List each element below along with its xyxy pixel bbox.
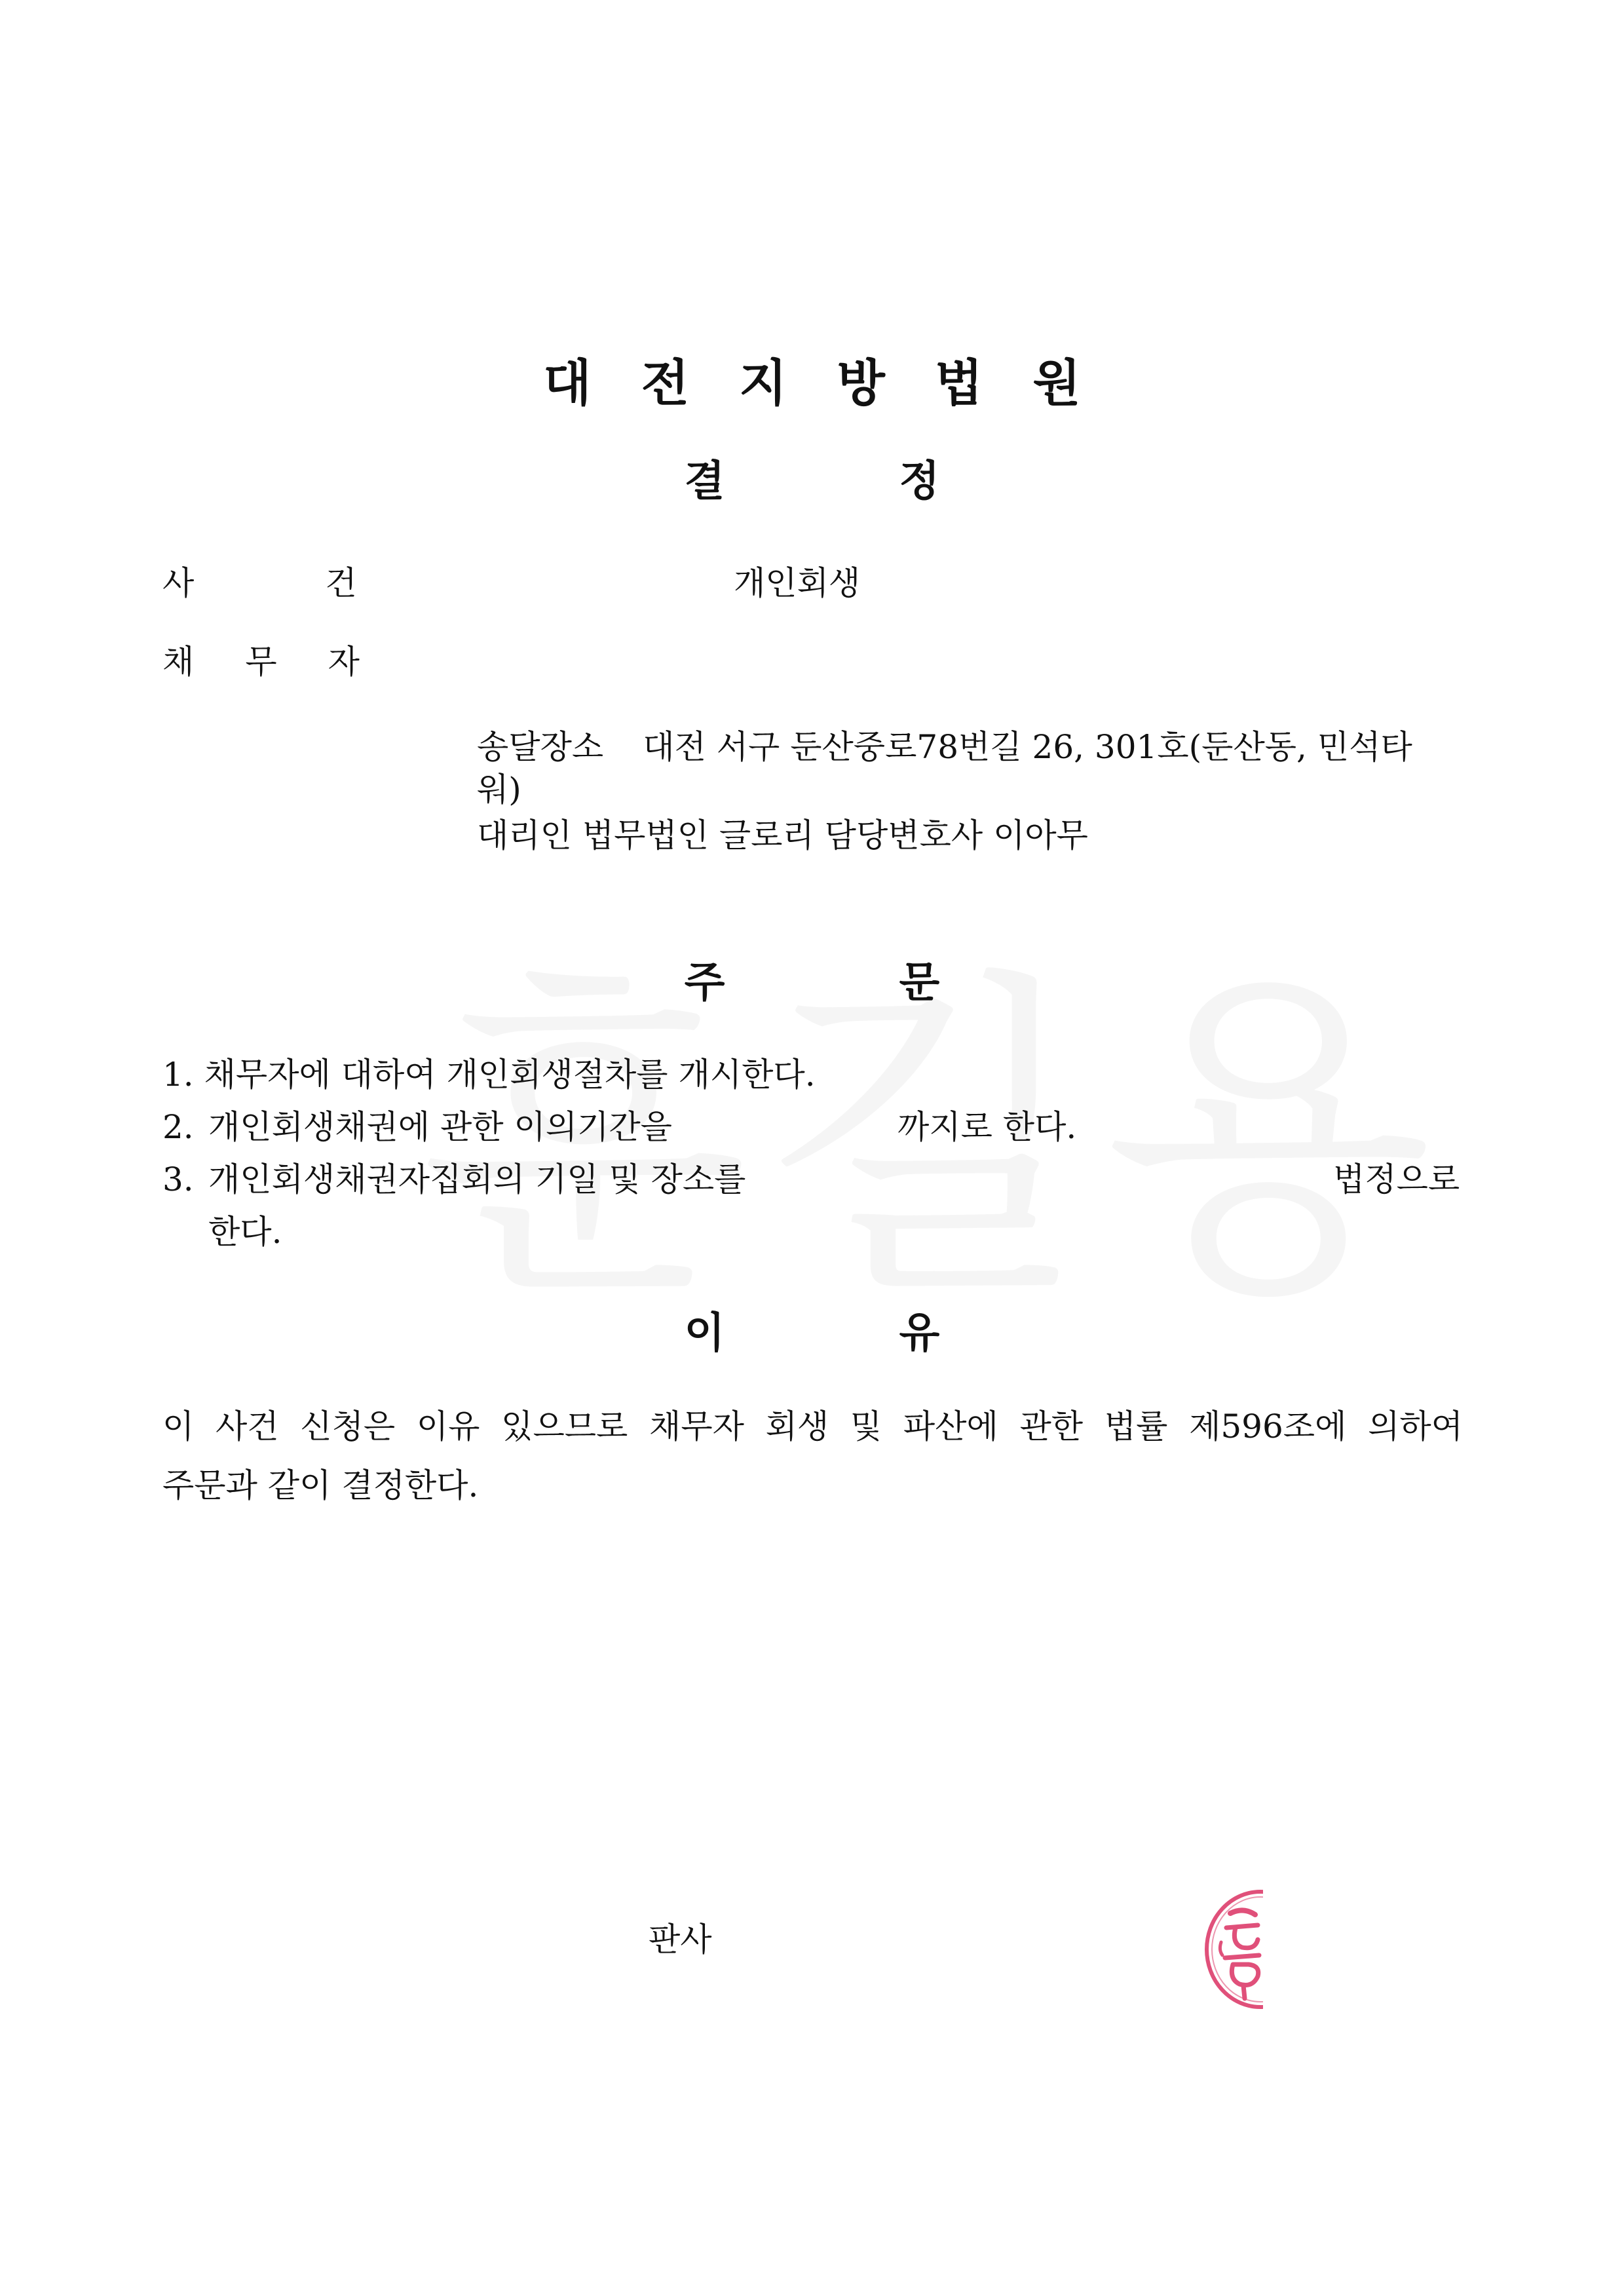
debtor-agent: 대리인 법무법인 글로리 담당변호사 이아무 <box>477 816 1088 854</box>
debtor-label-char: 무 <box>245 643 277 681</box>
debtor-address-line1 <box>477 724 1412 770</box>
judge-label: 판사 <box>649 1921 712 1959</box>
address-label: 송달장소 <box>477 728 604 766</box>
document-type-heading <box>0 452 1624 511</box>
case-label-char: 건 <box>325 564 357 602</box>
order-item-2-number: 2. <box>162 1108 194 1146</box>
judge-seal <box>1192 1887 1291 2012</box>
order-item-3-text-a: 개인회생채권자집회의 기일 및 장소를 <box>208 1160 746 1198</box>
order-heading <box>0 953 1624 1012</box>
order-item-3-text-b: 법정으로 <box>1333 1160 1460 1198</box>
reason-heading-char: 유 <box>899 1309 940 1358</box>
order-item-text: 채무자에 대하여 개인회생절차를 개시한다. <box>204 1056 816 1094</box>
court-title-char: 방 <box>837 354 885 412</box>
court-title-char: 원 <box>1032 354 1081 412</box>
case-label-char: 사 <box>162 564 195 602</box>
order-item-3-text-c: 한다. <box>208 1213 282 1251</box>
court-title-char: 전 <box>641 354 690 412</box>
order-heading-char: 주 <box>684 959 725 1007</box>
court-title <box>0 351 1624 416</box>
debtor-address-line2: 워) <box>477 771 521 809</box>
order-heading-char: 문 <box>899 959 940 1007</box>
order-item-3-number: 3. <box>162 1160 194 1198</box>
reason-heading <box>0 1304 1624 1363</box>
court-title-char: 대 <box>543 354 592 412</box>
case-label <box>162 560 357 606</box>
debtor-label-char: 자 <box>328 643 360 681</box>
reason-text-line2: 주문과 같이 결정한다. <box>162 1466 479 1504</box>
order-item-2-text-b: 까지로 한다. <box>897 1108 1077 1146</box>
address-value: 대전 서구 둔산중로78번길 26, 301호(둔산동, 민석타 <box>643 728 1412 766</box>
reason-text-line1: 이 사건 신청은 이유 있으므로 채무자 회생 및 파산에 관한 법률 제596조에 의하여 <box>162 1407 1463 1445</box>
document-type-char: 결 <box>684 457 725 506</box>
document-type-char: 정 <box>899 457 940 506</box>
case-value: 개인회생 <box>734 564 861 602</box>
court-title-char: 법 <box>934 354 983 412</box>
reason-heading-char: 이 <box>684 1309 725 1358</box>
court-title-char: 지 <box>739 354 787 412</box>
debtor-label <box>162 639 360 685</box>
order-item-number: 1. <box>162 1056 194 1094</box>
judge-seal-image <box>1192 1887 1291 2012</box>
order-item-2-text-a: 개인회생채권에 관한 이의기간을 <box>208 1108 672 1146</box>
order-item-1 <box>162 1052 816 1098</box>
debtor-label-char: 채 <box>162 643 195 681</box>
